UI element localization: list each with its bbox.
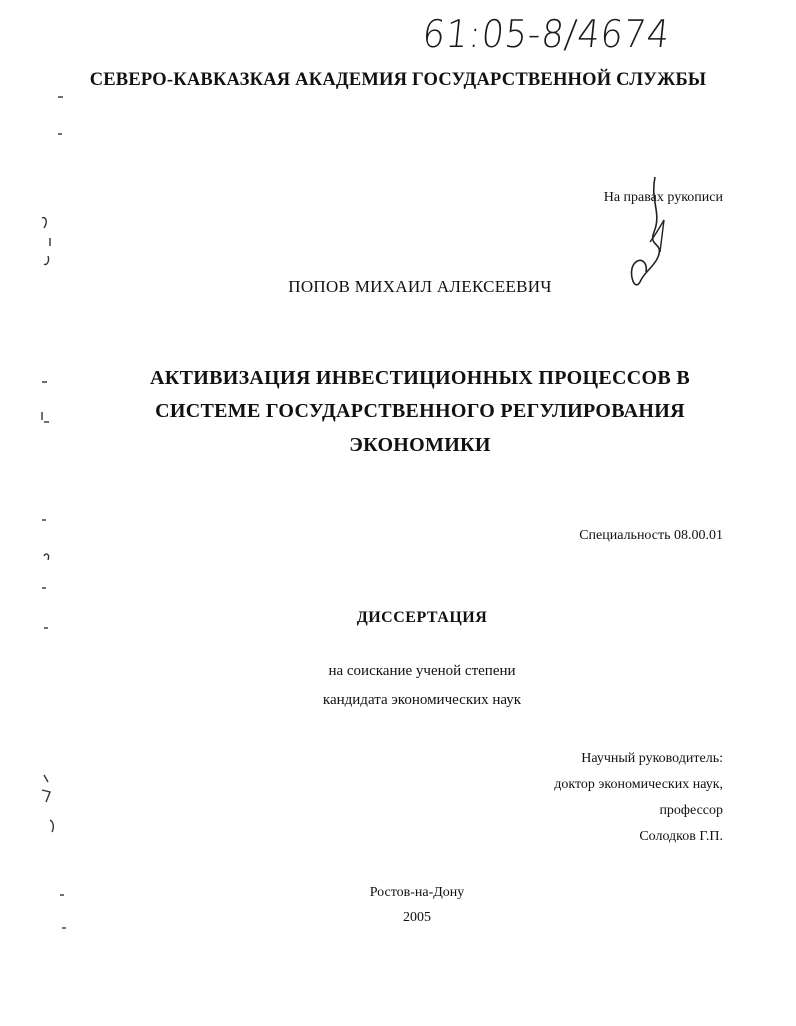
author-name: ПОПОВ МИХАИЛ АЛЕКСЕЕВИЧ: [288, 277, 552, 296]
year: 2005: [403, 910, 431, 925]
document-type: ДИССЕРТАЦИЯ: [356, 609, 488, 626]
specialty-code: Специальность 08.00.01: [579, 528, 723, 543]
degree-line-2: кандидата экономических наук: [322, 692, 522, 708]
dissertation-title-line-3: ЭКОНОМИКИ: [349, 434, 491, 456]
institution-name: СЕВЕРО-КАВКАЗКАЯ АКАДЕМИЯ ГОСУДАРСТВЕННОЙ СЛУЖБЫ: [89, 70, 707, 90]
margin-marks-icon: [30, 80, 70, 940]
degree-line-1: на соискание ученой степени: [328, 663, 516, 679]
supervisor-title: профессор: [659, 803, 723, 818]
dissertation-title-line-1: АКТИВИЗАЦИЯ ИНВЕСТИЦИОННЫХ ПРОЦЕССОВ В: [150, 367, 690, 389]
handwritten-archive-number: 61:05-8/4674: [420, 12, 673, 56]
rights-note: На правах рукописи: [603, 190, 723, 205]
signature-icon: [620, 172, 680, 292]
supervisor-degree: доктор экономических наук,: [554, 777, 723, 792]
city: Ростов-на-Дону: [369, 885, 465, 900]
dissertation-title-line-2: СИСТЕМЕ ГОСУДАРСТВЕННОГО РЕГУЛИРОВАНИЯ: [155, 400, 685, 422]
supervisor-label: Научный руководитель:: [581, 751, 723, 766]
supervisor-name: Солодков Г.П.: [639, 829, 723, 844]
